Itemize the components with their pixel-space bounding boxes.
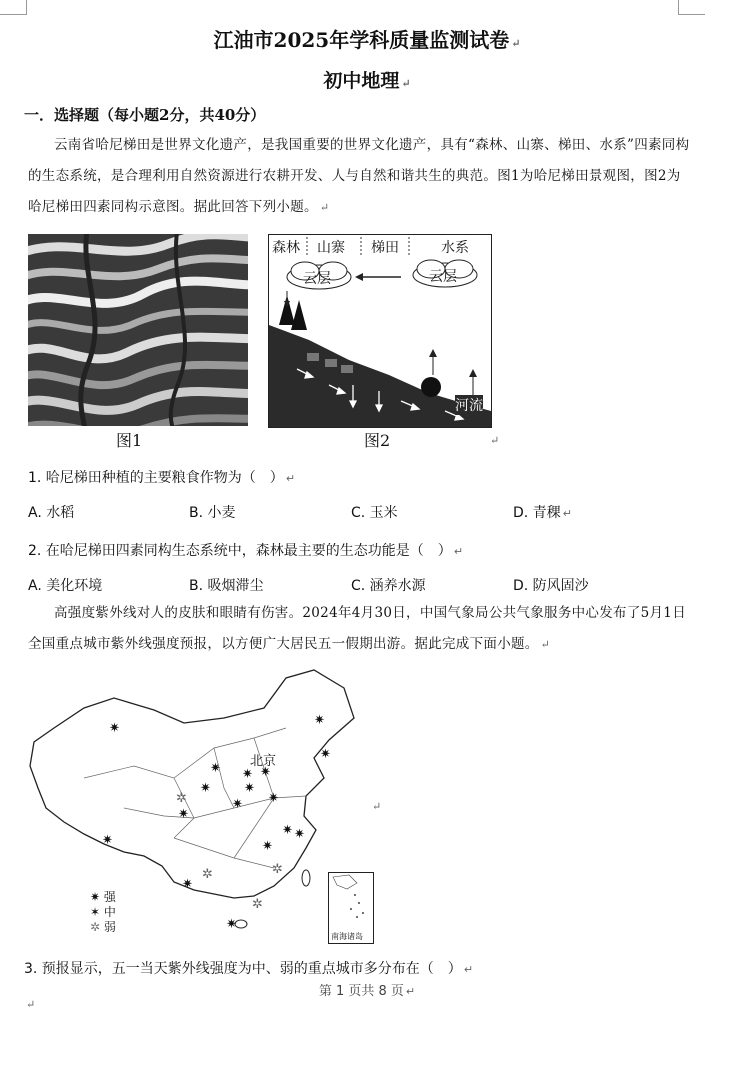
paragraph-mark: ↵ xyxy=(405,985,416,998)
legend-medium-label: 中 xyxy=(103,905,116,919)
svg-text:✷: ✷ xyxy=(200,781,211,796)
legend-strong-label: 强 xyxy=(103,890,116,904)
q2-option-c[interactable]: C. 涵养水源 xyxy=(351,578,426,594)
fig2-label-terrace: 梯田 xyxy=(371,240,399,256)
legend-medium xyxy=(90,905,116,920)
legend-weak-icon: ✲ xyxy=(90,920,104,934)
passage-2-text: 高强度紫外线对人的皮肤和眼睛有伤害。2024年4月30日，中国气象局公共气象服务中心发布了5月1日全国重点城市紫外线强度预报，以方便广大居民五一假期出游。据此完成下面小题。 xyxy=(28,605,687,652)
svg-text:✷: ✷ xyxy=(268,791,279,806)
figure-2-diagram xyxy=(268,234,492,428)
south-china-sea-inset xyxy=(328,872,374,944)
inset-graphic xyxy=(329,873,373,931)
paragraph-mark: ↵ xyxy=(511,37,521,50)
svg-text:✷: ✷ xyxy=(102,833,113,848)
fig2-label-village: 山寨 xyxy=(317,240,345,256)
q2-option-b[interactable]: B. 吸烟滞尘 xyxy=(189,578,264,594)
page-subtitle xyxy=(0,66,734,93)
title-text: 江油市2025年学科质量监测试卷 xyxy=(213,28,510,52)
paragraph-mark: ↵ xyxy=(562,507,572,520)
svg-text:✷: ✷ xyxy=(262,839,273,854)
figure-1-photo xyxy=(28,234,248,426)
inset-label: 南海诸岛 xyxy=(331,932,363,941)
paragraph-mark: ↵ xyxy=(453,545,464,558)
question-1-text: 1. 哈尼梯田种植的主要粮食作物为（ ） xyxy=(28,470,284,486)
paragraph-mark: ↵ xyxy=(490,434,500,447)
paragraph-mark: ↵ xyxy=(401,77,411,90)
paragraph-mark: ↵ xyxy=(463,963,474,976)
paragraph-mark: ↵ xyxy=(372,800,382,813)
page-footer xyxy=(0,980,734,999)
svg-text:✷: ✷ xyxy=(320,747,331,762)
question-2 xyxy=(28,540,463,560)
legend-strong xyxy=(90,890,116,905)
legend-weak-label: 弱 xyxy=(103,920,116,934)
svg-text:✲: ✲ xyxy=(272,862,283,877)
question-2-text: 2. 在哈尼梯田四素同构生态系统中，森林最主要的生态功能是（ ） xyxy=(28,543,452,559)
china-map-graphic xyxy=(24,668,374,946)
paragraph-mark: ↵ xyxy=(285,472,296,485)
svg-text:✷: ✷ xyxy=(178,807,189,822)
svg-text:✷: ✷ xyxy=(210,761,221,776)
map-label-beijing: 北京 xyxy=(250,754,277,769)
svg-text:✷: ✷ xyxy=(314,713,325,728)
question-3-text: 3. 预报显示，五一当天紫外线强度为中、弱的重点城市多分布在（ ） xyxy=(24,961,462,977)
map-legend xyxy=(90,890,116,935)
figure-1-caption: 图1 xyxy=(116,431,143,450)
q2-option-d[interactable]: D. 防风固沙 xyxy=(513,578,589,594)
svg-text:✷: ✷ xyxy=(182,877,193,892)
legend-weak xyxy=(90,920,116,935)
fig2-label-cloud-left: 云层 xyxy=(303,271,331,287)
svg-text:✷: ✷ xyxy=(226,917,237,932)
q1-option-d-text: D. 青稞 xyxy=(513,505,561,521)
crop-mark-top-left xyxy=(0,0,27,15)
subtitle-text: 初中地理 xyxy=(323,70,400,92)
crop-mark-top-right xyxy=(678,0,705,15)
section-heading: 一．选择题（每小题2分，共40分） xyxy=(24,106,266,124)
fig2-label-cloud-right: 云层 xyxy=(429,269,457,285)
svg-text:✲: ✲ xyxy=(176,791,187,806)
svg-text:✷: ✷ xyxy=(232,797,243,812)
svg-text:✷: ✷ xyxy=(260,765,271,780)
svg-text:✲: ✲ xyxy=(252,897,263,912)
paragraph-mark: ↵ xyxy=(319,201,330,214)
q1-option-a[interactable]: A. 水稻 xyxy=(28,505,75,521)
uv-map xyxy=(24,668,374,946)
passage-2 xyxy=(28,598,690,660)
legend-medium-icon: ✶ xyxy=(90,905,104,919)
question-3 xyxy=(24,958,473,978)
svg-text:✷: ✷ xyxy=(294,827,305,842)
passage-1 xyxy=(28,130,690,223)
question-1 xyxy=(28,467,295,487)
page-title xyxy=(0,24,734,53)
q1-option-c[interactable]: C. 玉米 xyxy=(351,505,398,521)
svg-text:✷: ✷ xyxy=(282,823,293,838)
paragraph-mark: ↵ xyxy=(26,998,36,1011)
svg-text:✷: ✷ xyxy=(109,721,120,736)
q1-option-d[interactable] xyxy=(513,502,572,522)
svg-text:✷: ✷ xyxy=(242,767,253,782)
fig2-label-water: 水系 xyxy=(441,240,469,256)
figure-2-caption: 图2 xyxy=(364,431,391,450)
svg-text:✷: ✷ xyxy=(244,781,255,796)
legend-strong-icon: ✷ xyxy=(90,890,104,904)
page-number: 第 1 页共 8 页 xyxy=(318,984,404,999)
fig2-label-river: 河流 xyxy=(455,395,483,415)
q2-option-a[interactable]: A. 美化环境 xyxy=(28,578,103,594)
fig2-label-forest: 森林 xyxy=(272,240,300,256)
q1-option-b[interactable]: B. 小麦 xyxy=(189,505,236,521)
svg-text:✲: ✲ xyxy=(202,867,213,882)
terrace-photo-graphic xyxy=(28,234,248,426)
passage-1-text: 云南省哈尼梯田是世界文化遗产，是我国重要的世界文化遗产，具有“森林、山寨、梯田、水系”四素同构的生态系统，是合理利用自然资源进行农耕开发、人与自然和谐共生的典范。图1为哈尼梯田景观图，图2为哈尼梯田四素同构示意图。据此回答下列小题。 xyxy=(28,137,690,215)
paragraph-mark: ↵ xyxy=(540,638,551,651)
